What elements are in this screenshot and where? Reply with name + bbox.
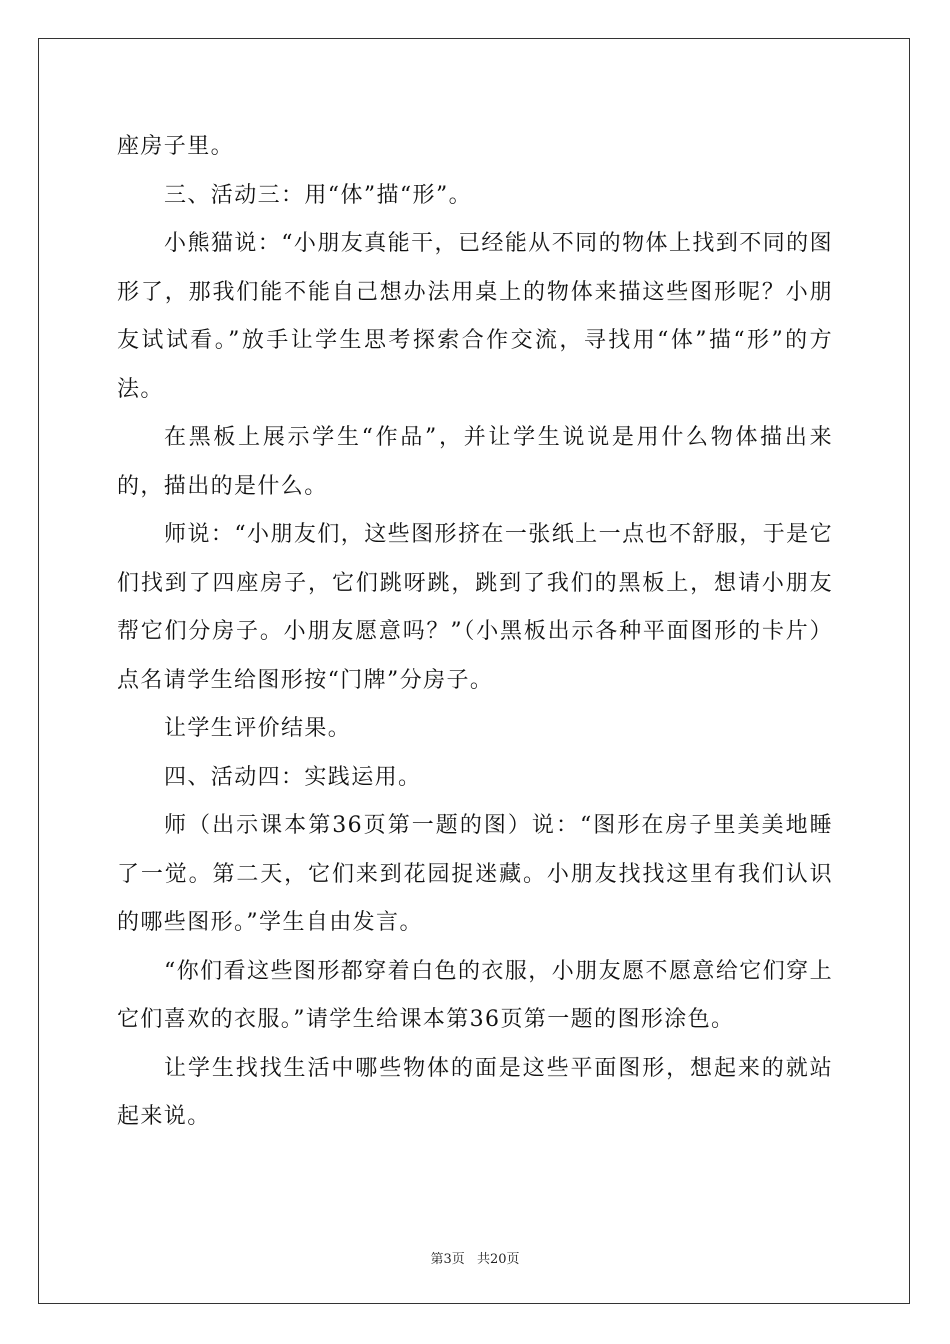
paragraph-3: 小熊猫说：“小朋友真能干，已经能从不同的物体上找到不同的图形了，那我们能不能自己想办法用桌上的物体来描这些图形呢？小朋友试试看。”放手让学生思考探索合作交流，寻找用“体”描“形”的方法。 [117,231,833,402]
paragraph-4: 在黑板上展示学生“作品”，并让学生说说是用什么物体描出来的，描出的是什么。 [117,425,833,499]
paragraph-10: 让学生找找生活中哪些物体的面是这些平面图形，想起来的就站起来说。 [117,1055,833,1129]
page-total: 共20页 [476,1252,520,1267]
page-footer [0,1248,950,1267]
document-body [117,123,833,1142]
paragraph-6: 让学生评价结果。 [164,716,352,741]
paragraph-7: 四、活动四：实践运用。 [164,764,422,790]
paragraph-2: 三、活动三：用“体”描“形”。 [164,182,472,208]
page-number: 第3页 [430,1252,465,1267]
paragraph-1: 座房子里。 [117,134,235,159]
paragraph-8: 师（出示课本第36页第一题的图）说：“图形在房子里美美地睡了一觉。第二天，它们来到花园捉迷藏。小朋友找找这里有我们认识的哪些图形。”学生自由发言。 [117,813,833,935]
paragraph-5: 师说：“小朋友们，这些图形挤在一张纸上一点也不舒服，于是它们找到了四座房子，它们跳呀跳，跳到了我们的黑板上，想请小朋友帮它们分房子。小朋友愿意吗？”（小黑板出示各种平面图形的卡片）点名请学生给图形按“门牌”分房子。 [117,522,833,693]
paragraph-9: “你们看这些图形都穿着白色的衣服，小朋友愿不愿意给它们穿上它们喜欢的衣服。”请学生给课本第36页第一题的图形涂色。 [117,958,833,1032]
